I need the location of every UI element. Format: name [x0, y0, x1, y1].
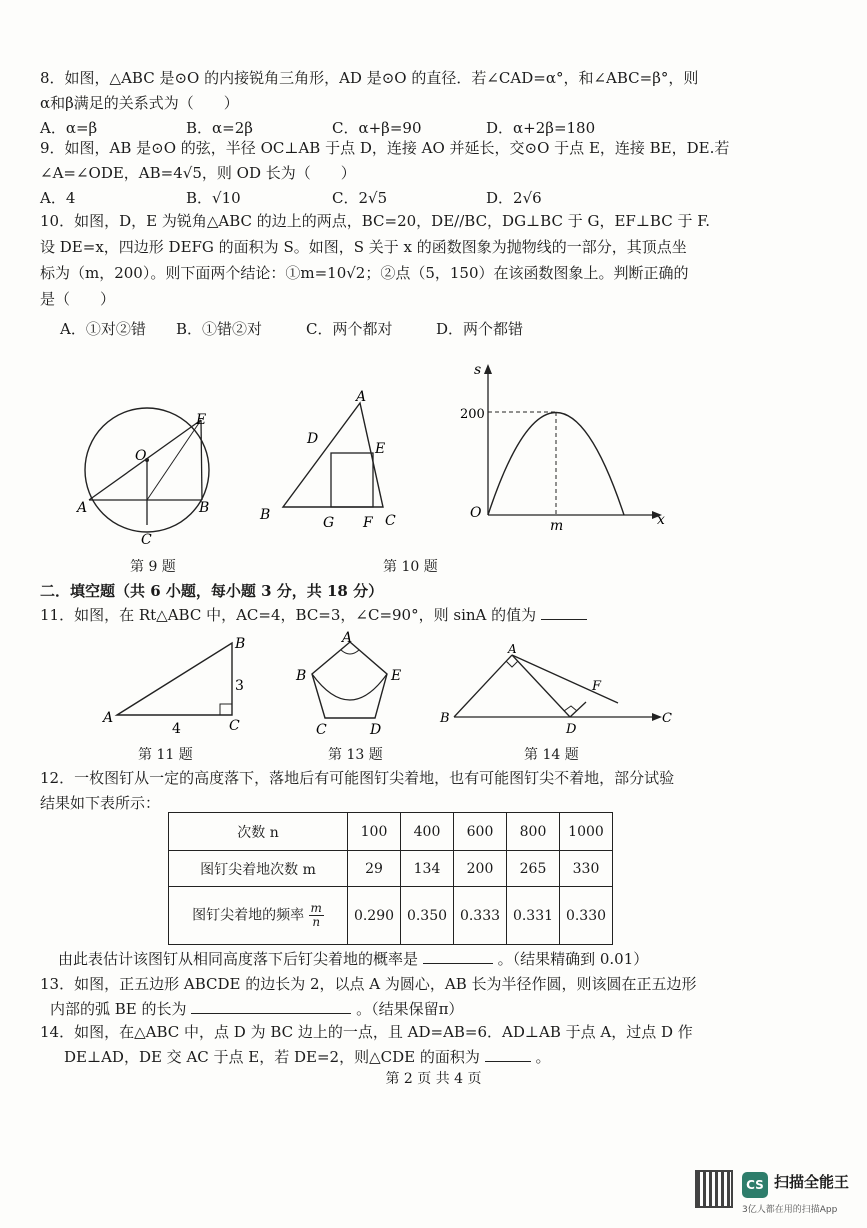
fig14-label-a: A [508, 642, 517, 656]
freq-fraction-num: m [310, 901, 322, 915]
q9-option-a: A．4 [40, 189, 76, 207]
fig9-label-o: O [135, 448, 147, 464]
frequency-table [168, 812, 613, 945]
q10-line1: 10．如图，D，E 为锐角△ABC 的边上的两点，BC=20，DE//BC，DG⊥BC 于 G，EF⊥BC 于 F. [40, 212, 711, 230]
question-12 [40, 766, 840, 816]
q8-option-b: B．α=2β [186, 119, 253, 137]
fig10-label-b: B [260, 507, 271, 523]
q9-line1: 9．如图，AB 是⊙O 的弦，半径 OC⊥AB 于点 D，连接 AO 并延长，交⊙O 于点 E，连接 BE，DE.若 [40, 139, 730, 157]
q12-line2: 结果如下表所示： [40, 794, 161, 812]
q12-line3b: 。（结果精确到 0.01） [497, 950, 649, 968]
table-cell: 29 [348, 851, 401, 887]
table-cell: 0.331 [507, 887, 560, 945]
fig9-label-a: A [77, 500, 88, 516]
fig14-line-ab [454, 655, 512, 717]
table-cell: 0.290 [348, 887, 401, 945]
fig10-label-a: A [356, 389, 367, 405]
fig14-line-af [512, 655, 618, 703]
fig13-label-e: E [391, 668, 402, 684]
fig11-label-c: C [229, 718, 240, 734]
table-row-freq [169, 887, 613, 945]
table-cell: 0.330 [560, 887, 613, 945]
q11-text: 11．如图，在 Rt△ABC 中，AC=4，BC=3，∠C=90°，则 sinA 的值为 [40, 606, 537, 624]
qr-code-icon [695, 1170, 733, 1208]
fig10-rect-defg [331, 453, 373, 507]
fig11-right-angle [220, 704, 232, 715]
fig14-arrow-c [652, 713, 662, 721]
fig13-label-c: C [316, 722, 327, 738]
q11-answer-blank[interactable] [541, 603, 587, 620]
q10-option-d: D．两个都错 [436, 320, 524, 338]
table-cell: 1000 [560, 813, 613, 851]
graph-y-arrow [484, 364, 492, 374]
fig9-caption: 第 9 题 [130, 559, 176, 575]
fig10-label-c: C [385, 513, 396, 529]
q10-line2: 设 DE=x，四边形 DEFG 的面积为 S。如图，S 关于 x 的函数图象为抛物线的一部分，其顶点坐 [40, 238, 687, 256]
fig14-line-ad [512, 655, 570, 717]
q10-options [40, 316, 840, 342]
freq-fraction-den: n [312, 915, 321, 929]
fig11-label-b: B [235, 636, 246, 652]
q13-line1: 13．如图，正五边形 ABCDE 的边长为 2，以点 A 为圆心，AB 长为半径作圆，则该圆在正五边形 [40, 975, 697, 993]
page-footer: 第 2 页 共 4 页 [385, 1071, 482, 1087]
question-13 [40, 972, 840, 1022]
fig13-label-d: D [370, 722, 382, 738]
fig13-angle-mark [341, 650, 359, 654]
fig11-side-ac: 4 [172, 721, 181, 737]
q9-line2: ∠A=∠ODE，AB=4√5，则 OD 长为（ ） [40, 164, 356, 182]
q8-option-a: A．α=β [40, 119, 98, 137]
q9-option-b: B．√10 [186, 189, 241, 207]
fig14-line-de [570, 702, 586, 717]
q12-answer-blank[interactable] [423, 947, 493, 964]
graph-x-label: x [657, 512, 665, 528]
q12-line1: 12．一枚图钉从一定的高度落下，落地后有可能图钉尖着地，也有可能图钉尖不着地，部分试验 [40, 769, 675, 787]
q8-line2: α和β满足的关系式为（ ） [40, 94, 239, 112]
fig13-caption: 第 13 题 [328, 747, 383, 763]
q10-option-b: B．①错②对 [176, 320, 263, 338]
fig11-triangle [117, 643, 232, 715]
fig9-label-b: B [199, 500, 210, 516]
freq-header-text: 图钉尖着地的频率 [192, 907, 305, 924]
table-cell: 100 [348, 813, 401, 851]
question-11 [40, 603, 840, 628]
figure-9 [75, 390, 225, 550]
parabola-graph [460, 360, 680, 534]
section-2-heading: 二．填空题（共 6 小题，每小题 3 分，共 18 分） [40, 582, 384, 600]
q14-line1: 14．如图，在△ABC 中，点 D 为 BC 边上的一点，且 AD=AB=6．AD⊥AB 于点 A，过点 D 作 [40, 1023, 693, 1041]
table-cell: 400 [401, 813, 454, 851]
fig9-label-e: E [196, 412, 207, 428]
table-cell: 265 [507, 851, 560, 887]
q8-line1: 8．如图，△ABC 是⊙O 的内接锐角三角形，AD 是⊙O 的直径．若∠CAD=α°，和∠ABC=β°，则 [40, 69, 699, 87]
q13-answer-blank[interactable] [191, 997, 351, 1014]
fig13-pentagon [312, 642, 387, 718]
fig10-label-d: D [307, 431, 319, 447]
table-cell: 0.333 [454, 887, 507, 945]
table-header-n: 次数 n [169, 813, 348, 851]
graph-x-tick-m: m [550, 518, 564, 534]
fig14-label-c: C [662, 711, 672, 726]
fig14-label-b: B [440, 711, 450, 726]
graph-origin-label: O [470, 505, 482, 521]
q9-option-c: C．2√5 [332, 189, 388, 207]
question-8 [40, 66, 840, 141]
table-cell: 600 [454, 813, 507, 851]
fig13-label-a: A [342, 630, 353, 646]
table-header-m: 图钉尖着地次数 m [169, 851, 348, 887]
fig9-label-c: C [141, 532, 152, 548]
table-cell: 800 [507, 813, 560, 851]
table-cell: 134 [401, 851, 454, 887]
fig13-label-b: B [296, 668, 307, 684]
fig10-label-f: F [363, 515, 373, 531]
q14-line2 [40, 1045, 840, 1070]
q14-line2b: 。 [535, 1048, 551, 1066]
figure-10 [255, 385, 405, 535]
fig10-caption: 第 10 题 [383, 559, 438, 575]
fig10-label-g: G [323, 515, 335, 531]
fig14-label-d: D [566, 722, 577, 737]
q13-line2 [40, 997, 840, 1022]
figure-11 [95, 630, 255, 740]
graph-s-label: s [474, 362, 482, 378]
q13-line2a: 内部的弧 BE 的长为 [50, 1000, 187, 1018]
table-row-n [169, 813, 613, 851]
q10-line4: 是（ ） [40, 290, 116, 308]
camscanner-name: 扫描全能王 [774, 1173, 850, 1191]
fig11-caption: 第 11 题 [138, 747, 193, 763]
q13-line2b: 。（结果保留π） [356, 1000, 464, 1018]
question-9 [40, 136, 840, 211]
q8-option-d: D．α+2β=180 [486, 119, 596, 137]
q12-conclusion [58, 947, 838, 972]
q14-line2a: DE⊥AD，DE 交 AC 于点 E，若 DE=2，则△CDE 的面积为 [64, 1048, 480, 1066]
q14-answer-blank[interactable] [485, 1045, 531, 1062]
question-14 [40, 1020, 840, 1070]
fig14-label-f: F [592, 679, 602, 694]
fig14-caption: 第 14 题 [524, 747, 579, 763]
fig10-triangle-abc [283, 403, 386, 507]
camscanner-tagline: 3亿人都在用的扫描App [742, 1205, 838, 1215]
question-10 [40, 208, 840, 342]
graph-y-tick-200: 200 [460, 407, 485, 422]
table-row-m [169, 851, 613, 887]
fig14-right-angle-a [506, 661, 518, 667]
q10-option-a: A．①对②错 [60, 320, 146, 338]
fig11-label-a: A [103, 710, 114, 726]
q10-line3: 标为（m，200）。则下面两个结论：①m=10√2；②点（5，150）在该函数图象上。判断正确的 [40, 264, 689, 282]
figure-13 [290, 630, 410, 740]
q12-line3a: 由此表估计该图钉从相同高度落下后钉尖着地的概率是 [58, 950, 419, 968]
fig9-line-be [201, 420, 202, 500]
table-cell: 200 [454, 851, 507, 887]
q10-option-c: C．两个都对 [306, 320, 393, 338]
figure-14 [440, 640, 670, 740]
fig9-line-de [147, 420, 201, 500]
fig10-label-e: E [375, 441, 386, 457]
q8-option-c: C．α+β=90 [332, 119, 422, 137]
q9-option-d: D．2√6 [486, 189, 542, 207]
camscanner-logo-icon: CS [742, 1172, 768, 1198]
fig13-arc-be [312, 674, 387, 700]
fig11-side-bc: 3 [235, 678, 244, 694]
table-cell: 0.350 [401, 887, 454, 945]
table-header-freq [169, 887, 348, 945]
table-cell: 330 [560, 851, 613, 887]
freq-fraction [309, 902, 324, 929]
fig14-right-angle-d [564, 706, 577, 711]
